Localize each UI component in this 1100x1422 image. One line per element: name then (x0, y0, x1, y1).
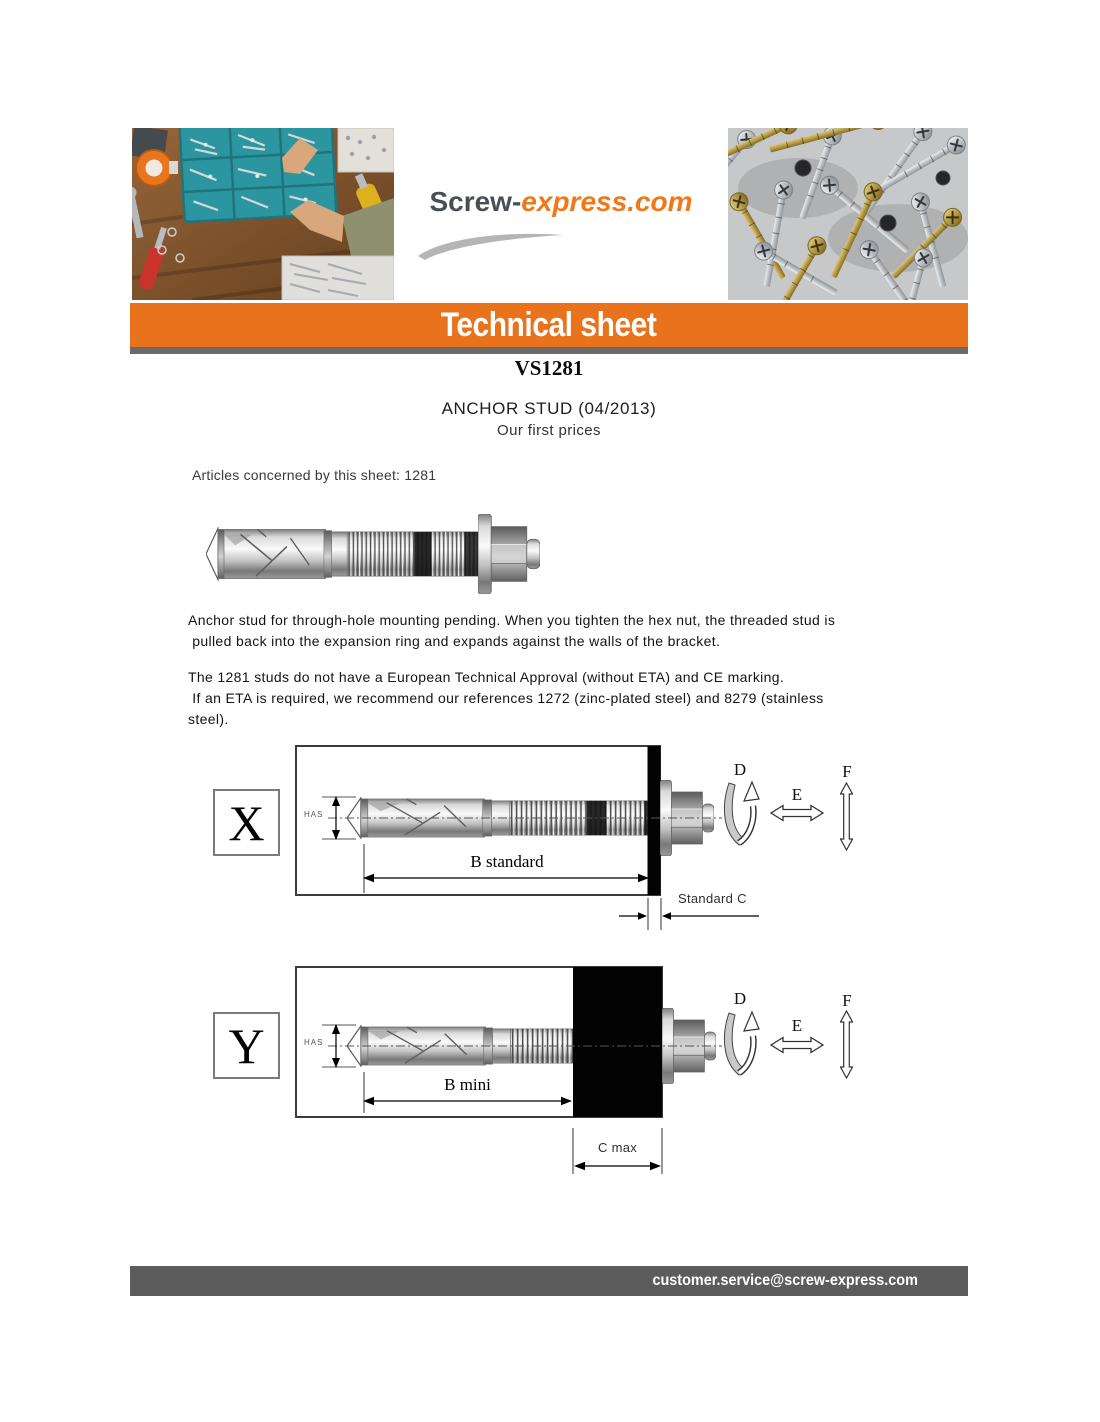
workbench-photo (132, 128, 394, 300)
product-code: VS1281 (514, 356, 584, 380)
description-line: If an ETA is required, we recommend our references 1272 (zinc-plated steel) and 8279 (stainless (188, 690, 824, 706)
diagram-x-label-box (213, 789, 280, 856)
description-line: steel). (188, 711, 229, 727)
vertical-arrow-icon (841, 1011, 853, 1078)
logo-part1: Screw- (429, 186, 522, 217)
subtitle: Our first prices (497, 422, 601, 439)
description-line: pulled back into the expansion ring and expands against the walls of the bracket. (188, 633, 721, 649)
articles-line: Articles concerned by this sheet: 1281 (192, 467, 437, 483)
diagram-x (130, 740, 968, 940)
customer-service-email: customer.service@screw-express.com (652, 1272, 918, 1289)
header-divider (130, 347, 968, 354)
description-line: Anchor stud for through-hole mounting pending. When you tighten the hex nut, the threaded stud is (188, 612, 836, 628)
fixture-plate (648, 746, 661, 895)
screws-pile-photo (728, 128, 968, 300)
footer-bar (130, 1266, 968, 1296)
standard-c-label: Standard C (678, 891, 747, 906)
logo-part2: express.com (521, 186, 693, 217)
shear-label: F (842, 762, 852, 781)
c-max-label: C max (597, 1140, 638, 1155)
has-label: HAS (304, 810, 324, 819)
diagram-y-label-box (213, 1012, 280, 1079)
torque-label: D (733, 989, 747, 1008)
technical-sheet-banner (130, 303, 968, 347)
vertical-arrow-icon (841, 783, 853, 850)
banner-title: Technical sheet (441, 305, 657, 344)
b-standard-label: B standard (470, 852, 544, 871)
thick-fixture-block (573, 967, 662, 1117)
b-mini-label: B mini (444, 1075, 491, 1094)
torque-arrow-icon (724, 782, 759, 845)
logo (394, 186, 728, 218)
axial-label: E (791, 1016, 803, 1035)
torque-label: D (733, 760, 747, 779)
description-line: The 1281 studs do not have a European Technical Approval (without ETA) and CE marking. (188, 669, 785, 685)
product-name: ANCHOR STUD (04/2013) (441, 399, 657, 418)
torque-arrow-icon (724, 1012, 759, 1075)
horizontal-arrow-icon (771, 1038, 823, 1053)
axial-label: E (791, 785, 803, 804)
diagram-y (130, 960, 968, 1180)
shear-label: F (842, 991, 852, 1010)
diagram-y-label: Y (228, 1017, 265, 1074)
has-label: HAS (304, 1038, 324, 1047)
diagram-x-label: X (228, 794, 265, 851)
anchor-stud-photo (200, 503, 545, 603)
horizontal-arrow-icon (771, 806, 823, 821)
logo-swoosh (415, 230, 565, 262)
